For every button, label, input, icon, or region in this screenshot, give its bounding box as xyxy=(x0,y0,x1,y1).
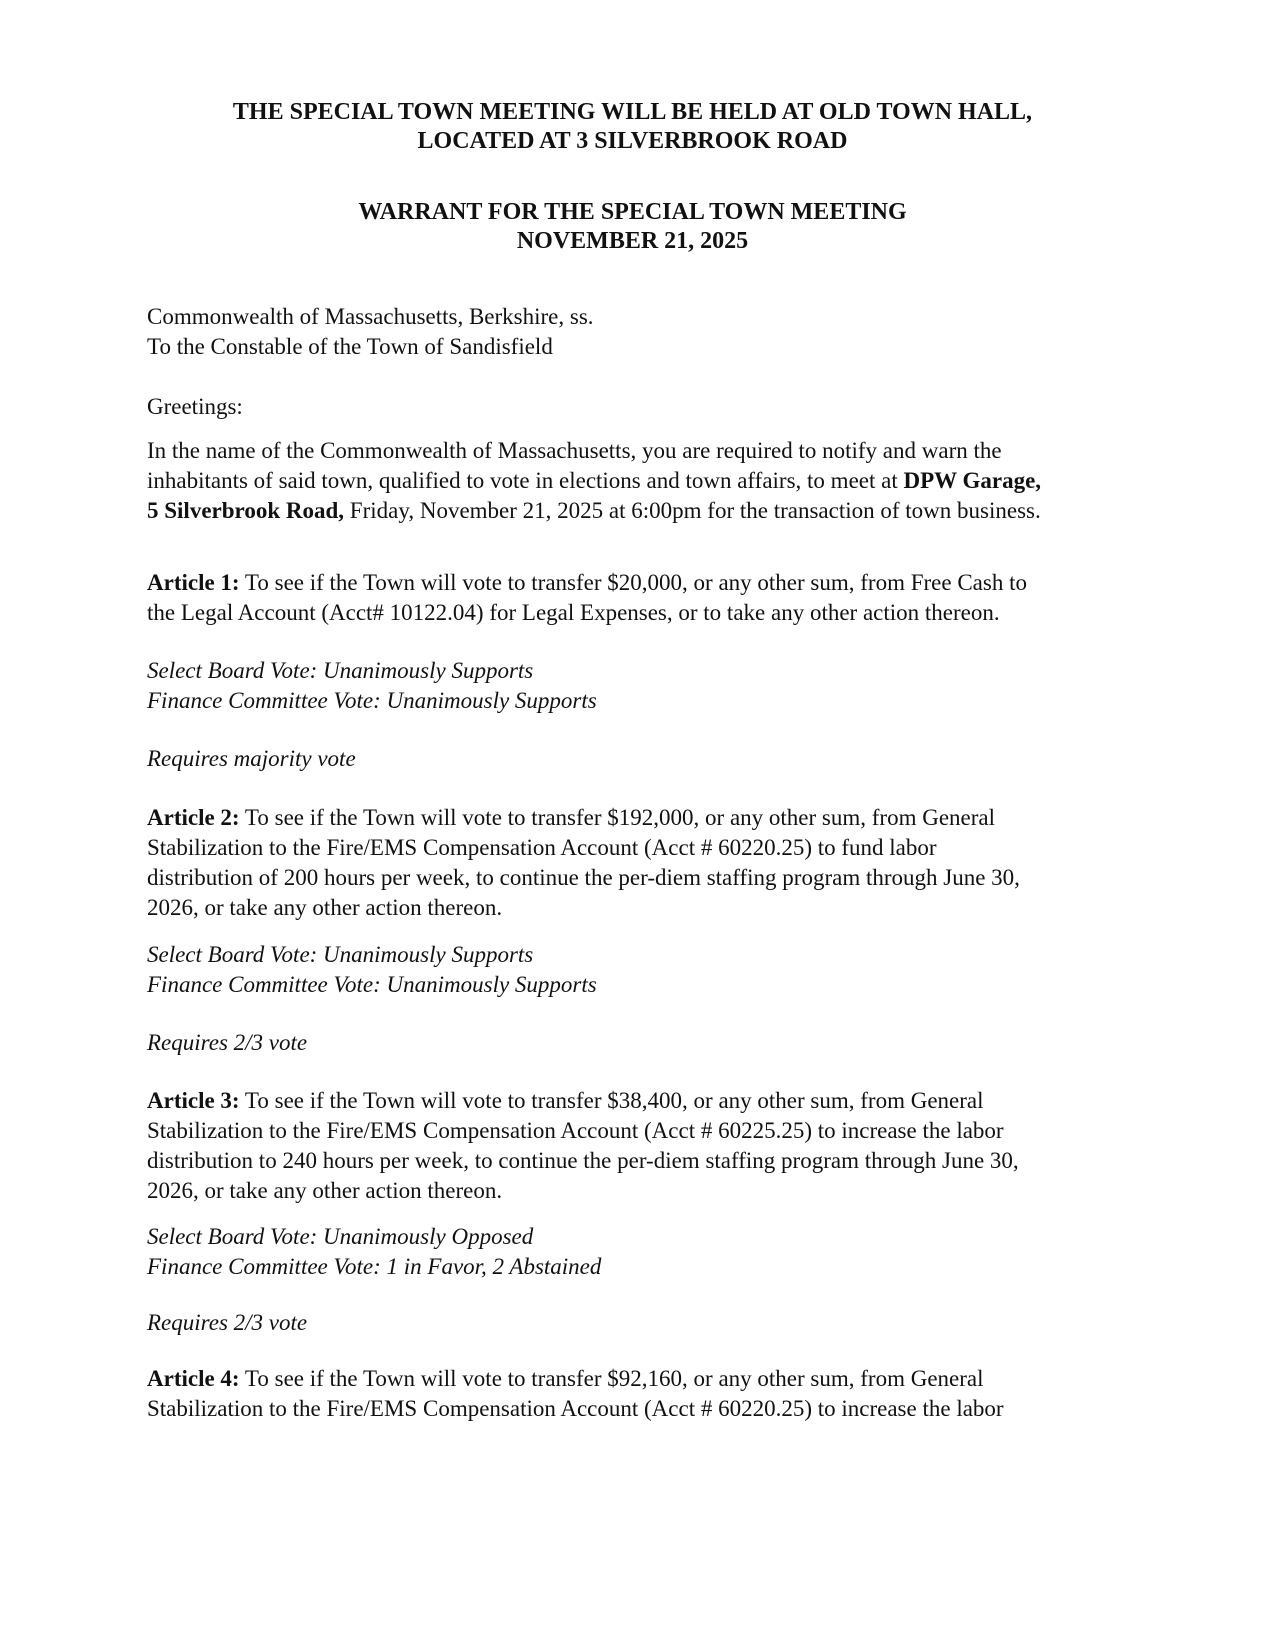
article-line xyxy=(147,1364,1127,1394)
article-2-requirement xyxy=(147,1028,1127,1058)
intro-paragraph xyxy=(147,436,1127,526)
vote-requirement: Requires majority vote xyxy=(147,746,356,771)
article-line: the Legal Account (Acct# 10122.04) for Legal Expenses, or to take any other action thereon. xyxy=(147,600,1000,625)
article-3-requirement xyxy=(147,1308,1127,1338)
vote-requirement: Requires 2/3 vote xyxy=(147,1030,308,1055)
article-3-votes xyxy=(147,1222,1127,1282)
heading-line: THE SPECIAL TOWN MEETING WILL BE HELD AT OLD TOWN HALL, xyxy=(232,99,1033,125)
article-label: Article 1: xyxy=(147,570,240,595)
address-line: Commonwealth of Massachusetts, Berkshire, ss. xyxy=(147,304,594,329)
address-line: To the Constable of the Town of Sandisfield xyxy=(147,334,553,359)
intro-text: Friday, November 21, 2025 at 6:00pm for the transaction of town business. xyxy=(344,498,1041,523)
intro-text: inhabitants of said town, qualified to vote in elections and town affairs, to meet at xyxy=(147,468,904,493)
venue-address: 5 Silverbrook Road, xyxy=(147,498,345,523)
intro-line xyxy=(147,496,1127,526)
article-text: To see if the Town will vote to transfer $192,000, or any other sum, from General xyxy=(239,805,995,830)
article-1-votes xyxy=(147,656,1127,716)
vote-requirement: Requires 2/3 vote xyxy=(147,1310,308,1335)
finance-committee-vote: Finance Committee Vote: 1 in Favor, 2 Abstained xyxy=(147,1254,602,1279)
finance-committee-vote: Finance Committee Vote: Unanimously Supports xyxy=(147,972,597,997)
venue-name: DPW Garage, xyxy=(903,468,1042,493)
intro-line xyxy=(147,466,1127,496)
address-block xyxy=(147,302,1127,362)
article-label: Article 3: xyxy=(147,1088,240,1113)
select-board-vote: Select Board Vote: Unanimously Supports xyxy=(147,658,534,683)
article-line: Stabilization to the Fire/EMS Compensation Account (Acct # 60220.25) to increase the labor xyxy=(147,1396,1004,1421)
warrant-title-heading xyxy=(0,198,1265,256)
article-line: 2026, or take any other action thereon. xyxy=(147,1178,503,1203)
article-2-votes xyxy=(147,940,1127,1000)
heading-line: LOCATED AT 3 SILVERBROOK ROAD xyxy=(417,128,848,154)
article-line xyxy=(147,803,1127,833)
warrant-date: NOVEMBER 21, 2025 xyxy=(516,228,749,254)
greeting-text: Greetings: xyxy=(147,394,243,419)
article-text: To see if the Town will vote to transfer $20,000, or any other sum, from Free Cash to xyxy=(239,570,1027,595)
select-board-vote: Select Board Vote: Unanimously Opposed xyxy=(147,1224,534,1249)
article-line xyxy=(147,568,1127,598)
article-line xyxy=(147,1086,1127,1116)
select-board-vote: Select Board Vote: Unanimously Supports xyxy=(147,942,534,967)
article-line: 2026, or take any other action thereon. xyxy=(147,895,503,920)
article-line: distribution of 200 hours per week, to continue the per-diem staffing program through June 30, xyxy=(147,865,1020,890)
meeting-location-heading xyxy=(0,98,1265,156)
article-line: Stabilization to the Fire/EMS Compensation Account (Acct # 60225.25) to increase the labor xyxy=(147,1118,1004,1143)
article-1 xyxy=(147,568,1127,628)
greeting xyxy=(147,392,1127,422)
article-line: Stabilization to the Fire/EMS Compensation Account (Acct # 60220.25) to fund labor xyxy=(147,835,937,860)
article-1-requirement xyxy=(147,744,1127,774)
article-2 xyxy=(147,803,1127,923)
intro-line: In the name of the Commonwealth of Massachusetts, you are required to notify and warn the xyxy=(147,438,1002,463)
article-text: To see if the Town will vote to transfer $92,160, or any other sum, from General xyxy=(239,1366,984,1391)
article-label: Article 4: xyxy=(147,1366,240,1391)
article-line: distribution to 240 hours per week, to continue the per-diem staffing program through June 30, xyxy=(147,1148,1019,1173)
article-text: To see if the Town will vote to transfer $38,400, or any other sum, from General xyxy=(239,1088,984,1113)
article-label: Article 2: xyxy=(147,805,240,830)
article-3 xyxy=(147,1086,1127,1206)
warrant-title: WARRANT FOR THE SPECIAL TOWN MEETING xyxy=(358,199,907,225)
article-4 xyxy=(147,1364,1127,1424)
finance-committee-vote: Finance Committee Vote: Unanimously Supports xyxy=(147,688,597,713)
